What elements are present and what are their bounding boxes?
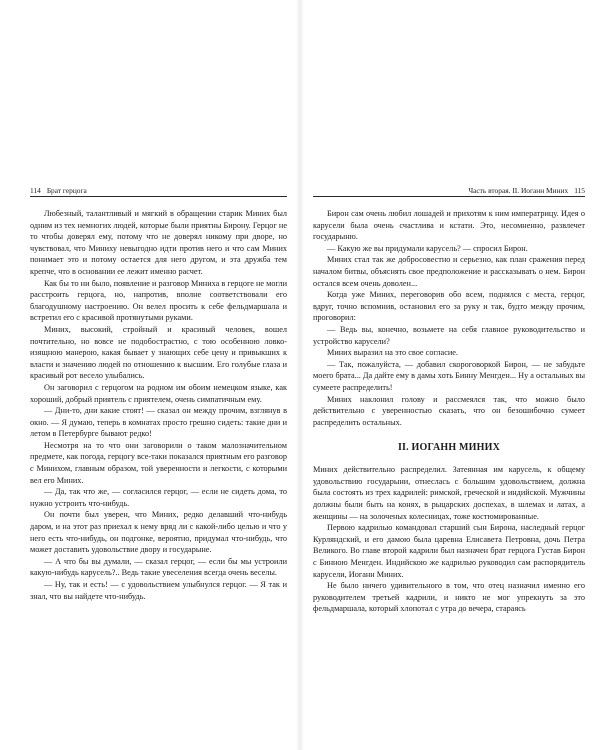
left-paragraph: Несмотря на то что они заговорили о таком малозначительном предмете, как погода, герцогу все-таки показался приятным его разговор с Минихом, главным образом, той уверенности и легкости, с которыми вел его Миних. [30,440,287,485]
right-paragraph: Миних стал так же добросовестно и серьезно, как план сражения перед началом битвы, объяснять свое предположение и рассказывать о нем. Бирон остался всем очень доволен... [313,255,585,288]
right-paragraph: Миних выразил на это свое согласие. [327,348,458,358]
right-paragraph: Миних наклонил голову и рассмеялся так, что можно было действительно с уверенностью сказать, что он безошибочно сумеет распределить остальных. [313,394,585,427]
right-paragraph: Бирон сам очень любил лошадей и прихотям к ним императрицу. Идея о карусели была очень счастлива и кстати. Это, несомненно, развлечет государыню. [313,209,585,242]
right-paragraph: — Какую же вы придумали карусель? — спросил Бирон. [327,243,528,253]
left-running-head: Брат герцога [46,186,87,195]
right-page [300,0,600,750]
right-page-number: 115 [574,186,585,195]
left-body-text [30,208,287,602]
right-running-header [313,186,585,197]
left-paragraph: — Ну, так и есть! — с удовольствием улыбнулся герцог. — Я так и знал, что вы найдете что-нибудь. [30,580,287,601]
left-running-header [30,186,287,197]
right-paragraph: — Так, пожалуйста, — добавил скороговоркой Бирон, — не забудьте моего брата... Да дайте ему в дамы хоть Бинну Менгден... Ну а остальных вы сумеете распределить! [313,359,585,392]
left-paragraph: Он заговорил с герцогом на родном им обоим немецком языке, как хороший, добрый приятель с приятелем, очень симпатичным ему. [30,382,287,404]
left-paragraph: Любезный, талантливый и мягкий в обращении старик Миних был одним из тех немногих людей, которые были приятны Бирону. Герцог не то чтобы доверял ему, потому что не доверял никому при дворе, но чувствовал, что Миниху невыгодно идти против него и что сам Миних понимает это и потому остается для него другом, и эта дружба тем крепче, что в основании ее лежит именно расчет. [30,209,287,276]
right-paragraph: Когда уже Миних, переговорив обо всем, поднялся с места, герцог, вдруг, точно вспомнив, остановил его за руку и так, будто между прочим, проговорил: [313,290,585,323]
right-paragraph: Миних действительно распределил. Затеянная им карусель, к общему удовольствию государыни, отнеслась с большим удовольствием, должна была состоять из трех кадрилей: римской, греческой и индийской. Мужчины должны были быть на конях, в рыцарских доспехах, в шлемах и латах, а женщины — на золоченых колесницах, тоже костюмированные. [313,465,585,521]
right-paragraph: — Ведь вы, конечно, возьмете на себя главное руководительство и устройство карусели? [313,324,585,346]
section-heading: II. ИОГАНН МИНИХ [397,442,501,454]
left-paragraph: — Дни-то, дни какие стоят! — сказал он между прочим, взглянув в окно. — Я думаю, теперь в комнатах просто грешно сидеть: такие дни и летом в Петербурге бывают редко! [30,406,287,439]
right-paragraph: Не было ничего удивительного в том, что отец назначил именно его руководителем третьей кадрили, и никто не мог упрекнуть за это фельдмаршала, который хлопотал с утра до вечера, стараясь [313,581,585,614]
left-paragraph: — Да, так что же, — согласился герцог, — если не сидеть дома, то нужно устроить что-нибудь. [30,487,287,508]
right-body-text [313,208,585,615]
left-page-number: 114 [30,186,41,195]
left-paragraph: Он почти был уверен, что Миних, редко делавший что-нибудь даром, и на этот раз приехал к нему вряд ли с какой-либо целью и что у него есть что-нибудь, он подгонке, вероятно, придумал что-нибудь, что может доставить удовольствие двору и государыне. [30,510,287,555]
left-paragraph: — А что бы вы думали, — сказал герцог, — если бы мы устроили какую-нибудь карусель?.. Ведь такие увеселения всегда очень веселы. [30,556,287,578]
right-paragraph: Первою кадрилью командовал старший сын Бирона, наследный герцог Курляндский, и его дамою была царевна Елисавета Петровна, дочь Петра Великого. Во главе второй кадрили был назначен брат герцога Густав Бирон с Бинною Менгден. Индийскою же кадрилью руководил сам распорядитель карусели, Иоганн Миних. [313,523,585,579]
left-paragraph: Как бы то ни было, появление и разговор Миниха в герцоге не могли расстроить герцога, но, напротив, вполне соответствовали его благодушному настроению. Он велел просить к себе фельдмаршала и встретил его с красивой протянутыми руками. [30,278,287,323]
left-paragraph: Миних, высокий, стройный и красивый человек, вошел почтительно, но вовсе не подобострастно, с тою особенною ловко-изящною манерою, какая бывает у знающих себе цену и привыкших к власти и значению людей по отношению к высшим. Его голубые глаза и красивый рот весело улыбались. [30,324,287,381]
right-running-head: Часть вторая. II. Иоганн Миних [468,186,569,195]
